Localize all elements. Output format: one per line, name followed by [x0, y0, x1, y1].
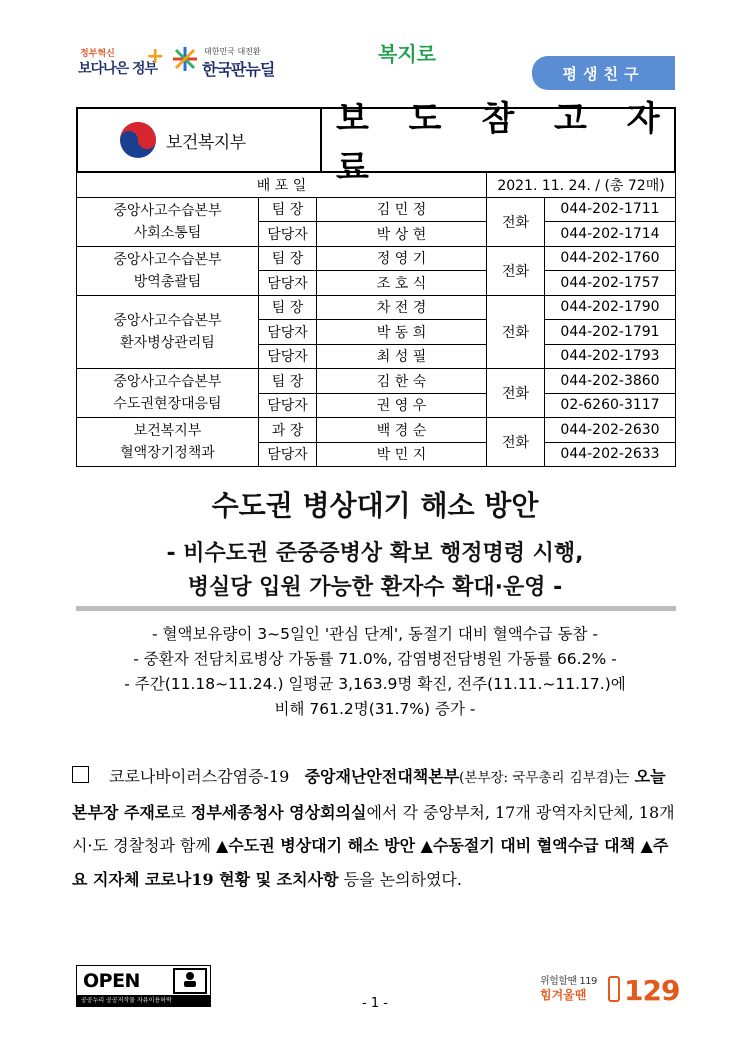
name-cell: 박 민 지 — [317, 442, 487, 467]
phone-label-cell: 전화 — [487, 295, 545, 369]
role-cell: 담당자 — [259, 320, 317, 345]
phone-cell: 044-202-1793 — [545, 344, 676, 369]
dist-value: 2021. 11. 24. / (총 72매) — [487, 173, 676, 198]
c129-line1: 위험할땐 119 — [540, 976, 597, 987]
role-cell: 팀 장 — [259, 246, 317, 271]
phone-icon — [608, 976, 620, 1002]
doc-type-title: 보 도 참 고 자 료 — [336, 99, 674, 188]
govt-innovation-logo — [78, 44, 165, 78]
govt-innovation-small: 정부혁신 — [80, 49, 115, 59]
headline-sub1: - 비수도권 준중증병상 확보 행정명령 시행, — [166, 541, 584, 566]
name-cell: 조 호 식 — [317, 271, 487, 296]
name-cell: 김 한 숙 — [317, 369, 487, 394]
phone-cell: 02-6260-3117 — [545, 393, 676, 418]
name-cell: 차 전 경 — [317, 295, 487, 320]
ministry-box — [78, 109, 322, 171]
person-icon — [173, 968, 207, 994]
phone-cell: 044-202-1790 — [545, 295, 676, 320]
name-cell: 정 영 기 — [317, 246, 487, 271]
plus-icon: + — [146, 44, 165, 69]
phone-label-cell: 전화 — [487, 369, 545, 418]
summary-bullet: - 혈액보유량이 3~5일인 '관심 단계', 동절기 대비 혈액수급 동참 - — [151, 625, 599, 643]
role-cell: 담당자 — [259, 393, 317, 418]
newdeal-small-text: 대한민국 대전환 — [204, 47, 261, 56]
summary-bullet: 비해 761.2명(31.7%) 증가 - — [274, 700, 476, 718]
phone-cell: 044-202-2630 — [545, 418, 676, 443]
c129-number: 129 — [624, 974, 680, 1007]
role-cell: 담당자 — [259, 344, 317, 369]
role-cell: 담당자 — [259, 442, 317, 467]
name-cell: 권 영 우 — [317, 393, 487, 418]
phone-label-cell: 전화 — [487, 197, 545, 246]
role-cell: 팀 장 — [259, 197, 317, 222]
dept-cell: 중앙사고수습본부 수도권현장대응팀 — [77, 369, 259, 418]
page-number: - 1 - — [362, 996, 388, 1011]
phone-cell: 044-202-1711 — [545, 197, 676, 222]
name-cell: 박 상 현 — [317, 222, 487, 247]
dept-cell: 중앙사고수습본부 사회소통팀 — [77, 197, 259, 246]
bokjiro-logo: 복지로 — [378, 42, 436, 66]
korean-newdeal-logo — [172, 44, 302, 78]
phone-label-cell: 전화 — [487, 246, 545, 295]
role-cell: 팀 장 — [259, 369, 317, 394]
checkbox-square-icon — [72, 766, 89, 783]
name-cell: 김 민 정 — [317, 197, 487, 222]
summary-bullet: - 주간(11.18~11.24.) 일평균 3,163.9명 확진, 전주(11.11.~11.17.)에 — [124, 675, 626, 693]
phone-label-cell: 전화 — [487, 418, 545, 467]
headline-title: 수도권 병상대기 해소 방안 — [211, 489, 539, 522]
name-cell: 백 경 순 — [317, 418, 487, 443]
role-cell: 담당자 — [259, 222, 317, 247]
phone-cell: 044-202-1757 — [545, 271, 676, 296]
open-license-text: 공공누리 공공저작물 자유이용허락 — [77, 995, 210, 1006]
headline-sub2: 병실당 입원 가능한 환자수 확대·운영 - — [187, 575, 563, 600]
govt-innovation-main: 보다나은 정부 — [78, 61, 158, 77]
call-129-logo — [540, 972, 680, 1012]
dist-label: 배 포 일 — [77, 173, 487, 198]
dept-cell: 중앙사고수습본부 환자병상관리팀 — [77, 295, 259, 369]
dept-cell: 보건복지부 혈액장기정책과 — [77, 418, 259, 467]
name-cell: 박 동 희 — [317, 320, 487, 345]
divider — [76, 606, 676, 611]
dept-cell: 중앙사고수습본부 방역총괄팀 — [77, 246, 259, 295]
phone-cell: 044-202-3860 — [545, 369, 676, 394]
newdeal-star-icon — [172, 46, 198, 72]
body-paragraph: 코로나바이러스감염증-19 중앙재난안전대책본부(본부장: 국무총리 김부겸)는 오늘 본부장 주재로로 정부세종청사 영상회의실에서 각 중앙부처, 17개 광역자치단체, 18개 시·도 경찰청과 함께 ▲수도권 병상대기 해소 방안 ▲수동절기 대비 혈액수급 대책 ▲주요 지자체 코로나19 현황 및 조치사항 등을 논의하였다. — [72, 767, 675, 889]
pyeongsaeng-badge: 평생친구 — [532, 56, 675, 90]
role-cell: 팀 장 — [259, 295, 317, 320]
ministry-emblem-icon — [118, 120, 158, 160]
phone-cell: 044-202-1760 — [545, 246, 676, 271]
open-text: OPEN — [83, 970, 140, 992]
summary-bullet: - 중환자 전담치료병상 가동률 71.0%, 감염병전담병원 가동률 66.2% - — [133, 650, 617, 668]
role-cell: 담당자 — [259, 271, 317, 296]
newdeal-main-text: 한국판뉴딜 — [202, 60, 275, 79]
contacts-table — [76, 172, 676, 467]
role-cell: 과 장 — [259, 418, 317, 443]
phone-cell: 044-202-1714 — [545, 222, 676, 247]
c129-line2: 힘겨울땐 — [540, 988, 587, 1002]
ministry-name: 보건복지부 — [166, 132, 246, 153]
phone-cell: 044-202-2633 — [545, 442, 676, 467]
name-cell: 최 성 필 — [317, 344, 487, 369]
phone-cell: 044-202-1791 — [545, 320, 676, 345]
